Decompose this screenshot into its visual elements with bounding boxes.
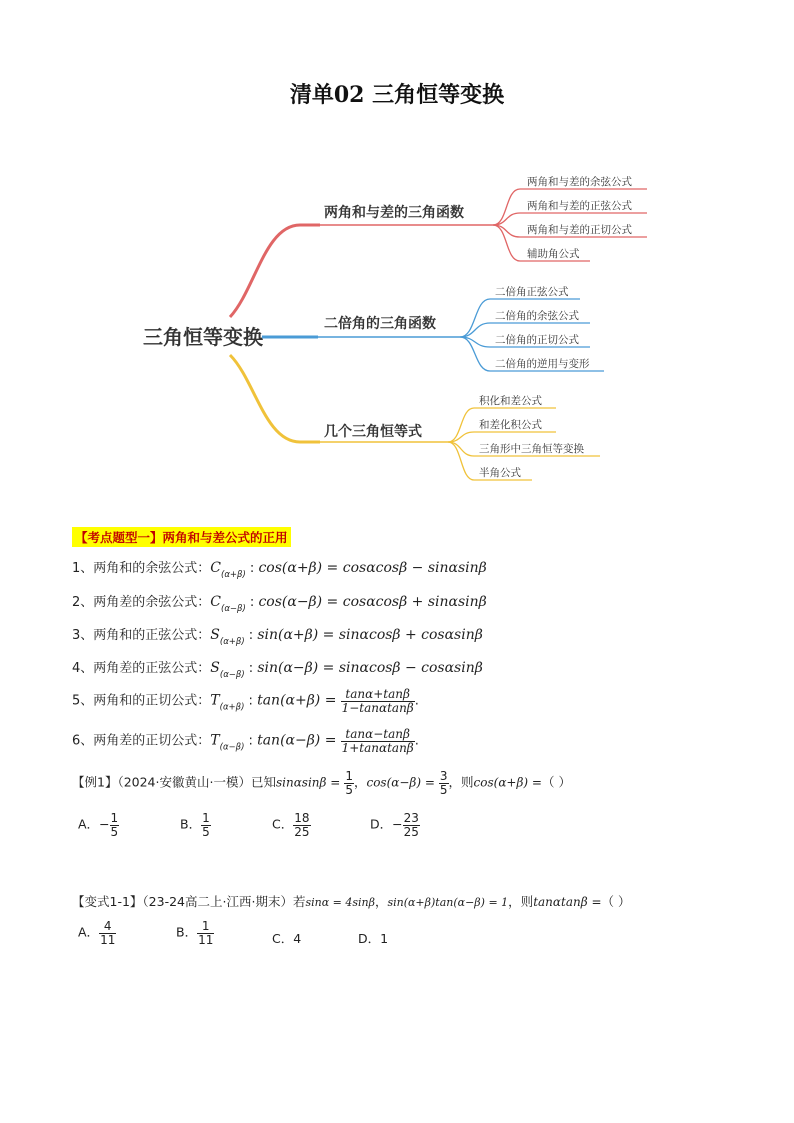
- fraction-numerator: tanα+tanβ: [341, 688, 415, 702]
- formula-subscript: (α+β): [221, 570, 246, 580]
- fraction-numerator: 4: [99, 920, 116, 934]
- option-sign: −: [392, 816, 403, 832]
- branch-connector-1: [230, 225, 320, 317]
- formula-body: cos(α−β) = cosαcosβ + sinαsinβ: [258, 594, 487, 610]
- option-letter: C．: [272, 816, 294, 832]
- condition-1-fraction: [344, 770, 354, 796]
- formula-symbol: S: [210, 660, 220, 676]
- leaf-3-3: 三角形中三角恒等变换: [479, 443, 584, 455]
- formula-prefix: 4、两角差的正弦公式：: [72, 661, 211, 676]
- formula-3: 3、两角和的正弦公式：$S_{(\alpha+\beta)}$ : sin(α+β) = sinαcosβ + cosαsinβ: [72, 627, 483, 647]
- formula-prefix: 6、两角差的正切公式：: [72, 733, 211, 749]
- formula-6: 6、两角差的正切公式：$T_{(\alpha-\beta)}$ : tan(α−β) = $\frac{\tan\alpha-\tan\beta}{1+\tan\alpha\tan\beta}$ .: [72, 727, 419, 755]
- fraction-numerator: 1: [110, 811, 119, 825]
- fraction-numerator: 18: [294, 811, 310, 825]
- fraction-numerator: 3: [439, 769, 448, 783]
- variant-1-1-option-d[interactable]: [358, 929, 388, 947]
- option-fraction: [403, 812, 420, 838]
- formula-1: 1、两角和的余弦公式：$C_{(\alpha+\beta)}$ : cos(α+β) = cosαcosβ − sinαsinβ: [72, 560, 487, 580]
- example-1-question: [72, 770, 571, 796]
- formula-subscript: (α−β): [219, 670, 245, 680]
- example-1-option-d[interactable]: [370, 812, 420, 838]
- leaf-1-2: 两角和与差的正弦公式: [527, 200, 632, 212]
- example-1-option-c[interactable]: [272, 812, 311, 838]
- formula-fraction: [341, 688, 415, 714]
- formula-subscript: (α−β): [221, 604, 246, 614]
- fraction-denominator: 25: [294, 824, 310, 839]
- condition-1: sinαsinβ =: [275, 775, 341, 790]
- section-bracket-open: 【: [75, 530, 88, 545]
- option-letter: A．: [78, 924, 100, 940]
- target-expression: cos(α+β) =: [473, 775, 542, 790]
- option-fraction: [99, 920, 116, 946]
- leaf-1-3: 两角和与差的正切公式: [527, 224, 632, 236]
- example-source: （2024·安徽黄山·一模）已知: [117, 774, 276, 790]
- leaf-2-1: 二倍角正弦公式: [495, 286, 569, 298]
- formula-prefix: 5、两角和的正切公式：: [72, 693, 211, 709]
- option-sign: −: [99, 816, 110, 832]
- option-fraction: [201, 812, 211, 838]
- fraction-denominator: 5: [110, 824, 119, 839]
- formula-subscript: (α−β): [219, 742, 245, 753]
- formula-body: sin(α+β) = sinαcosβ + cosαsinβ: [257, 627, 483, 643]
- fraction-numerator: 23: [403, 811, 419, 825]
- formula-symbol: C: [210, 594, 221, 610]
- branch-label-1: 两角和与差的三角函数: [324, 205, 464, 221]
- option-letter: D．: [370, 816, 393, 832]
- mind-map: [0, 150, 794, 490]
- fraction-numerator: 1: [197, 920, 214, 934]
- condition-1: sinα = 4sinβ: [305, 896, 375, 909]
- page-title: 清单02 三角恒等变换: [289, 82, 505, 108]
- fraction-denominator: 11: [198, 932, 214, 947]
- formula-subscript: (α+β): [219, 702, 245, 713]
- leaf-1-4: 辅助角公式: [527, 248, 580, 260]
- ask-text: ，则: [508, 894, 534, 909]
- formula-symbol: S: [210, 627, 220, 643]
- fraction-denominator: 11: [100, 932, 116, 947]
- section-bracket-close: 】: [150, 530, 163, 545]
- separator: ，: [353, 774, 367, 790]
- fraction-denominator: 1−tanαtanβ: [341, 700, 414, 715]
- leaf-3-4: 半角公式: [479, 467, 521, 479]
- variant-1-1-option-c[interactable]: [272, 929, 301, 947]
- option-fraction: [110, 812, 120, 838]
- branch-connector-3: [230, 355, 320, 442]
- leaf-3-1: 积化和差公式: [479, 395, 542, 407]
- formula-lhs: tan(α+β) =: [257, 692, 337, 709]
- answer-blank: （ ）: [541, 774, 571, 790]
- target-expression: tanαtanβ =: [533, 895, 602, 909]
- formula-symbol: T: [210, 732, 220, 749]
- formula-2: 2、两角差的余弦公式：$C_{(\alpha-\beta)}$ : cos(α−β) = cosαcosβ + sinαsinβ: [72, 594, 487, 614]
- section-heading: [72, 527, 291, 547]
- fraction-denominator: 5: [345, 782, 353, 797]
- formula-symbol: T: [210, 692, 220, 709]
- example-1-option-b[interactable]: [180, 812, 211, 838]
- leaf-2-3: 二倍角的正切公式: [495, 334, 579, 346]
- fraction-denominator: 5: [202, 824, 210, 839]
- fraction-numerator: tanα−tanβ: [341, 728, 415, 742]
- example-1-option-a[interactable]: [78, 812, 119, 838]
- option-letter: A．: [78, 816, 100, 832]
- variant-1-1-option-a[interactable]: [78, 920, 116, 946]
- fraction-numerator: 1: [345, 769, 353, 783]
- formula-prefix: 2、两角差的余弦公式：: [72, 595, 211, 610]
- formula-body: cos(α+β) = cosαcosβ − sinαsinβ: [258, 560, 487, 576]
- option-fraction: [197, 920, 214, 946]
- variant-1-1-question: [72, 892, 631, 910]
- condition-2-fraction: [439, 770, 449, 796]
- separator: ，: [374, 894, 388, 909]
- option-letter: C．: [272, 931, 294, 946]
- leaf-3-2: 和差化积公式: [479, 419, 542, 431]
- option-value: 4: [293, 931, 302, 946]
- leaf-1-1: 两角和与差的余弦公式: [527, 176, 632, 188]
- ask-text: ，则: [448, 774, 474, 790]
- section-title: 两角和与差公式的正用: [162, 530, 288, 545]
- formula-fraction: [341, 728, 415, 754]
- option-fraction: [293, 812, 310, 838]
- formula-subscript: (α+β): [219, 637, 245, 647]
- fraction-denominator: 1+tanαtanβ: [341, 740, 414, 755]
- option-letter: B．: [176, 924, 198, 940]
- formula-prefix: 3、两角和的正弦公式：: [72, 628, 211, 643]
- formula-lhs: tan(α−β) =: [257, 732, 337, 749]
- branch-label-3: 几个三角恒等式: [324, 424, 422, 440]
- option-letter: B．: [180, 816, 202, 832]
- variant-source: （23-24高二上·江西·期末）若: [142, 894, 306, 909]
- formula-symbol: C: [210, 560, 221, 576]
- formula-body: sin(α−β) = sinαcosβ − cosαsinβ: [257, 660, 483, 676]
- condition-2: cos(α−β) =: [366, 775, 435, 790]
- example-tag: 【例1】: [72, 774, 118, 790]
- formula-4: 4、两角差的正弦公式：$S_{(\alpha-\beta)}$ : sin(α−β) = sinαcosβ − cosαsinβ: [72, 660, 483, 680]
- mindmap-root: 三角恒等变换: [143, 325, 263, 349]
- formula-prefix: 1、两角和的余弦公式：: [72, 561, 211, 576]
- fraction-denominator: 25: [403, 824, 419, 839]
- variant-1-1-option-b[interactable]: [176, 920, 214, 946]
- formula-5: 5、两角和的正切公式：$T_{(\alpha+\beta)}$ : tan(α+β) = $\frac{\tan\alpha+\tan\beta}{1-\tan\alpha\tan\beta}$ .: [72, 687, 419, 715]
- variant-tag: 【变式1-1】: [72, 894, 143, 909]
- condition-2: sin(α+β)tan(α−β) = 1: [387, 896, 509, 909]
- option-letter: D．: [358, 931, 381, 946]
- option-value: 1: [380, 931, 389, 946]
- answer-blank: （ ）: [601, 894, 631, 909]
- fraction-denominator: 5: [439, 782, 448, 797]
- leaf-2-4: 二倍角的逆用与变形: [495, 358, 590, 370]
- branch-label-2: 二倍角的三角函数: [324, 316, 436, 332]
- leaf-2-2: 二倍角的余弦公式: [495, 310, 579, 322]
- fraction-numerator: 1: [202, 811, 210, 825]
- section-label: 考点题型一: [87, 530, 151, 545]
